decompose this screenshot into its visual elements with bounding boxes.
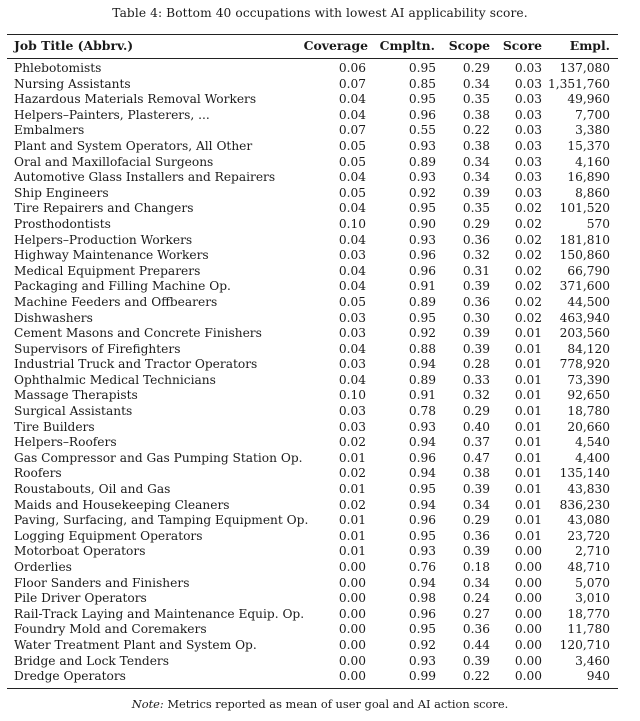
cell-coverage: 0.04 [338, 170, 366, 185]
cell-score: 0.00 [514, 591, 542, 606]
cell-coverage: 0.00 [338, 560, 366, 574]
cell-job-title: Embalmers [14, 123, 85, 138]
cell-job-title: Roofers [14, 466, 62, 481]
cell-score: 0.01 [514, 419, 542, 434]
cell-completion: 0.94 [408, 466, 436, 481]
table-row [0, 373, 640, 389]
cell-score: 0.01 [514, 435, 542, 450]
cell-employment: 463,940 [559, 310, 610, 325]
cell-scope: 0.39 [462, 653, 490, 668]
cell-scope: 0.22 [462, 669, 490, 684]
cell-coverage: 0.00 [338, 653, 366, 668]
cell-scope: 0.47 [462, 450, 490, 465]
cell-scope: 0.18 [462, 560, 490, 574]
cell-job-title: Phlebotomists [14, 61, 102, 75]
table-row [0, 466, 640, 482]
table-row [0, 451, 640, 467]
cell-score: 0.03 [514, 138, 542, 153]
cell-scope: 0.39 [462, 482, 490, 497]
cell-scope: 0.32 [462, 388, 490, 403]
cell-employment: 836,230 [559, 497, 610, 512]
cell-scope: 0.39 [462, 544, 490, 559]
cell-scope: 0.29 [462, 513, 490, 528]
cell-employment: 4,400 [575, 450, 610, 465]
cell-coverage: 0.04 [338, 232, 366, 247]
cell-coverage: 0.01 [338, 544, 366, 559]
cell-job-title: Helpers–Painters, Plasterers, ... [14, 107, 210, 122]
table-row [0, 576, 640, 592]
cell-employment: 44,500 [567, 294, 610, 309]
cell-score: 0.00 [514, 637, 542, 652]
cell-completion: 0.93 [408, 419, 436, 434]
table-row [0, 357, 640, 373]
cell-score: 0.01 [514, 404, 542, 419]
cell-coverage: 0.01 [338, 513, 366, 528]
cell-score: 0.00 [514, 622, 542, 637]
cell-coverage: 0.07 [338, 76, 366, 91]
cell-job-title: Bridge and Lock Tenders [14, 653, 170, 668]
table-row [0, 186, 640, 202]
cell-job-title: Helpers–Production Workers [14, 232, 193, 247]
cell-score: 0.03 [514, 107, 542, 122]
header-coverage: Coverage [303, 38, 368, 53]
table-row [0, 482, 640, 498]
cell-completion: 0.96 [408, 263, 436, 278]
cell-job-title: Dredge Operators [14, 669, 126, 684]
cell-job-title: Dishwashers [14, 310, 93, 325]
cell-completion: 0.94 [408, 575, 436, 590]
cell-completion: 0.91 [408, 388, 436, 403]
cell-scope: 0.22 [462, 123, 490, 138]
cell-completion: 0.93 [408, 170, 436, 185]
cell-completion: 0.99 [408, 669, 436, 684]
cell-completion: 0.94 [408, 357, 436, 372]
cell-scope: 0.35 [462, 92, 490, 107]
cell-scope: 0.36 [462, 232, 490, 247]
cell-employment: 203,560 [559, 326, 610, 341]
cell-coverage: 0.04 [338, 341, 366, 356]
table-row [0, 342, 640, 358]
cell-scope: 0.38 [462, 138, 490, 153]
cell-scope: 0.34 [462, 170, 490, 185]
cell-coverage: 0.03 [338, 326, 366, 341]
cell-completion: 0.90 [408, 216, 436, 231]
cell-job-title: Tire Builders [14, 419, 95, 434]
cell-coverage: 0.04 [338, 263, 366, 278]
table-row [0, 498, 640, 514]
cell-coverage: 0.04 [338, 372, 366, 387]
cell-score: 0.01 [514, 372, 542, 387]
cell-completion: 0.55 [408, 123, 436, 138]
cell-score: 0.01 [514, 528, 542, 543]
cell-employment: 43,830 [567, 482, 610, 497]
cell-employment: 49,960 [567, 92, 610, 107]
note-label: Note: [131, 697, 164, 711]
cell-job-title: Foundry Mold and Coremakers [14, 622, 207, 637]
cell-coverage: 0.10 [338, 388, 366, 403]
cell-scope: 0.37 [462, 435, 490, 450]
cell-coverage: 0.05 [338, 138, 366, 153]
cell-coverage: 0.02 [338, 497, 366, 512]
table-row [0, 123, 640, 139]
cell-job-title: Motorboat Operators [14, 544, 146, 559]
table-body [0, 61, 640, 685]
cell-employment: 16,890 [567, 170, 610, 185]
cell-job-title: Water Treatment Plant and System Op. [14, 637, 257, 652]
cell-completion: 0.96 [408, 107, 436, 122]
cell-scope: 0.27 [462, 606, 490, 621]
cell-completion: 0.94 [408, 435, 436, 450]
cell-scope: 0.39 [462, 341, 490, 356]
cell-employment: 92,650 [567, 388, 610, 403]
cell-employment: 8,860 [575, 185, 610, 200]
table-row [0, 388, 640, 404]
cell-job-title: Machine Feeders and Offbearers [14, 294, 218, 309]
cell-score: 0.02 [514, 216, 542, 231]
cell-coverage: 0.04 [338, 201, 366, 216]
cell-scope: 0.29 [462, 404, 490, 419]
cell-employment: 135,140 [559, 466, 610, 481]
cell-completion: 0.93 [408, 138, 436, 153]
cell-scope: 0.39 [462, 185, 490, 200]
table-row [0, 201, 640, 217]
cell-coverage: 0.02 [338, 435, 366, 450]
cell-completion: 0.91 [408, 279, 436, 294]
cell-completion: 0.89 [408, 372, 436, 387]
cell-job-title: Paving, Surfacing, and Tamping Equipment Op. [14, 513, 309, 528]
cell-score: 0.03 [514, 154, 542, 169]
cell-scope: 0.29 [462, 216, 490, 231]
cell-employment: 101,520 [559, 201, 610, 216]
cell-completion: 0.89 [408, 154, 436, 169]
table-row [0, 669, 640, 685]
cell-coverage: 0.10 [338, 216, 366, 231]
cell-scope: 0.34 [462, 154, 490, 169]
cell-completion: 0.96 [408, 513, 436, 528]
cell-employment: 18,770 [567, 606, 610, 621]
cell-job-title: Hazardous Materials Removal Workers [14, 92, 257, 107]
cell-scope: 0.24 [462, 591, 490, 606]
cell-coverage: 0.00 [338, 591, 366, 606]
cell-employment: 23,720 [567, 528, 610, 543]
cell-employment: 137,080 [559, 61, 610, 75]
cell-job-title: Maids and Housekeeping Cleaners [14, 497, 230, 512]
cell-job-title: Automotive Glass Installers and Repairers [14, 170, 276, 185]
cell-score: 0.03 [514, 123, 542, 138]
cell-job-title: Orderlies [14, 560, 72, 574]
table-row [0, 420, 640, 436]
table-row [0, 61, 640, 77]
cell-job-title: Pile Driver Operators [14, 591, 147, 606]
cell-coverage: 0.00 [338, 622, 366, 637]
cell-score: 0.02 [514, 201, 542, 216]
cell-coverage: 0.01 [338, 450, 366, 465]
cell-job-title: Nursing Assistants [14, 76, 131, 91]
cell-employment: 15,370 [567, 138, 610, 153]
cell-job-title: Rail-Track Laying and Maintenance Equip. Op. [14, 606, 305, 621]
cell-coverage: 0.03 [338, 419, 366, 434]
cell-employment: 7,700 [575, 107, 610, 122]
table-row [0, 233, 640, 249]
cell-job-title: Industrial Truck and Tractor Operators [14, 357, 258, 372]
table-row [0, 295, 640, 311]
table-row [0, 591, 640, 607]
cell-job-title: Ship Engineers [14, 185, 109, 200]
table-row [0, 529, 640, 545]
cell-employment: 48,710 [567, 560, 610, 574]
cell-score: 0.00 [514, 653, 542, 668]
table-note [0, 697, 640, 711]
header-job-title: Job Title (Abbrv.) [14, 38, 134, 53]
cell-scope: 0.36 [462, 528, 490, 543]
cell-scope: 0.30 [462, 310, 490, 325]
cell-completion: 0.89 [408, 294, 436, 309]
cell-scope: 0.33 [462, 372, 490, 387]
cell-employment: 2,710 [575, 544, 610, 559]
table-row [0, 248, 640, 264]
cell-score: 0.00 [514, 560, 542, 574]
table-row [0, 92, 640, 108]
cell-scope: 0.40 [462, 419, 490, 434]
cell-job-title: Plant and System Operators, All Other [14, 138, 253, 153]
cell-employment: 778,920 [559, 357, 610, 372]
table-row [0, 513, 640, 529]
cell-job-title: Helpers–Roofers [14, 435, 117, 450]
cell-coverage: 0.02 [338, 466, 366, 481]
cell-coverage: 0.00 [338, 637, 366, 652]
cell-completion: 0.96 [408, 606, 436, 621]
cell-coverage: 0.03 [338, 248, 366, 263]
table-row [0, 404, 640, 420]
header-completion: Cmpltn. [379, 38, 435, 53]
cell-employment: 18,780 [567, 404, 610, 419]
cell-coverage: 0.03 [338, 310, 366, 325]
cell-score: 0.03 [514, 61, 542, 75]
cell-job-title: Tire Repairers and Changers [14, 201, 194, 216]
table-row [0, 560, 640, 576]
cell-score: 0.02 [514, 248, 542, 263]
cell-employment: 570 [586, 216, 610, 231]
cell-score: 0.02 [514, 279, 542, 294]
cell-score: 0.02 [514, 263, 542, 278]
table-row [0, 279, 640, 295]
cell-completion: 0.92 [408, 637, 436, 652]
cell-job-title: Prosthodontists [14, 216, 111, 231]
cell-scope: 0.38 [462, 466, 490, 481]
cell-score: 0.02 [514, 232, 542, 247]
cell-score: 0.02 [514, 294, 542, 309]
cell-score: 0.01 [514, 357, 542, 372]
header-rule [7, 58, 618, 59]
cell-completion: 0.85 [408, 76, 436, 91]
cell-coverage: 0.07 [338, 123, 366, 138]
table-caption: Table 4: Bottom 40 occupations with lowest AI applicability score. [112, 6, 528, 20]
cell-scope: 0.34 [462, 497, 490, 512]
cell-job-title: Roustabouts, Oil and Gas [14, 482, 171, 497]
table-row [0, 139, 640, 155]
cell-score: 0.01 [514, 513, 542, 528]
cell-completion: 0.93 [408, 653, 436, 668]
cell-scope: 0.38 [462, 107, 490, 122]
cell-job-title: Highway Maintenance Workers [14, 248, 209, 263]
cell-scope: 0.44 [462, 637, 490, 652]
cell-coverage: 0.00 [338, 606, 366, 621]
cell-employment: 1,351,760 [547, 76, 610, 91]
table-row [0, 607, 640, 623]
top-rule [7, 34, 618, 35]
cell-completion: 0.96 [408, 248, 436, 263]
cell-coverage: 0.00 [338, 669, 366, 684]
cell-job-title: Gas Compressor and Gas Pumping Station Op. [14, 450, 303, 465]
cell-coverage: 0.04 [338, 92, 366, 107]
cell-scope: 0.39 [462, 326, 490, 341]
cell-coverage: 0.05 [338, 185, 366, 200]
table-row [0, 108, 640, 124]
header-scope: Scope [448, 38, 490, 53]
cell-employment: 84,120 [567, 341, 610, 356]
cell-scope: 0.31 [462, 263, 490, 278]
cell-completion: 0.92 [408, 185, 436, 200]
table-row [0, 217, 640, 233]
cell-job-title: Surgical Assistants [14, 404, 133, 419]
cell-completion: 0.98 [408, 591, 436, 606]
cell-employment: 20,660 [567, 419, 610, 434]
cell-completion: 0.95 [408, 622, 436, 637]
cell-employment: 371,600 [559, 279, 610, 294]
cell-job-title: Cement Masons and Concrete Finishers [14, 326, 262, 341]
cell-scope: 0.36 [462, 622, 490, 637]
cell-completion: 0.95 [408, 310, 436, 325]
cell-scope: 0.34 [462, 76, 490, 91]
cell-employment: 11,780 [567, 622, 610, 637]
header-score: Score [502, 38, 542, 53]
cell-score: 0.01 [514, 497, 542, 512]
cell-coverage: 0.03 [338, 357, 366, 372]
cell-employment: 120,710 [559, 637, 610, 652]
cell-coverage: 0.01 [338, 482, 366, 497]
cell-completion: 0.93 [408, 232, 436, 247]
cell-employment: 3,010 [575, 591, 610, 606]
cell-scope: 0.32 [462, 248, 490, 263]
cell-employment: 73,390 [567, 372, 610, 387]
table-row [0, 326, 640, 342]
cell-completion: 0.78 [408, 404, 436, 419]
cell-employment: 940 [586, 669, 610, 684]
cell-completion: 0.76 [408, 560, 436, 574]
cell-score: 0.00 [514, 606, 542, 621]
table-row [0, 638, 640, 654]
table-row [0, 544, 640, 560]
cell-job-title: Floor Sanders and Finishers [14, 575, 190, 590]
cell-score: 0.03 [514, 170, 542, 185]
cell-score: 0.01 [514, 341, 542, 356]
cell-score: 0.03 [514, 76, 542, 91]
cell-job-title: Ophthalmic Medical Technicians [14, 372, 216, 387]
cell-employment: 3,380 [575, 123, 610, 138]
cell-completion: 0.88 [408, 341, 436, 356]
cell-score: 0.01 [514, 388, 542, 403]
bottom-rule [7, 688, 618, 689]
cell-employment: 4,160 [575, 154, 610, 169]
cell-employment: 181,810 [559, 232, 610, 247]
cell-score: 0.00 [514, 669, 542, 684]
cell-job-title: Medical Equipment Preparers [14, 263, 201, 278]
cell-scope: 0.28 [462, 357, 490, 372]
cell-completion: 0.93 [408, 544, 436, 559]
cell-score: 0.02 [514, 310, 542, 325]
cell-employment: 43,080 [567, 513, 610, 528]
note-text: Metrics reported as mean of user goal and AI action score. [163, 697, 509, 711]
cell-scope: 0.29 [462, 61, 490, 75]
cell-scope: 0.39 [462, 279, 490, 294]
table-row [0, 170, 640, 186]
cell-completion: 0.95 [408, 201, 436, 216]
table-header [0, 38, 640, 56]
cell-coverage: 0.04 [338, 279, 366, 294]
cell-employment: 4,540 [575, 435, 610, 450]
cell-completion: 0.95 [408, 528, 436, 543]
cell-job-title: Logging Equipment Operators [14, 528, 203, 543]
cell-coverage: 0.05 [338, 294, 366, 309]
cell-coverage: 0.01 [338, 528, 366, 543]
cell-employment: 3,460 [575, 653, 610, 668]
cell-scope: 0.35 [462, 201, 490, 216]
cell-scope: 0.34 [462, 575, 490, 590]
cell-score: 0.01 [514, 326, 542, 341]
cell-coverage: 0.00 [338, 575, 366, 590]
cell-score: 0.01 [514, 466, 542, 481]
cell-job-title: Oral and Maxillofacial Surgeons [14, 154, 214, 169]
cell-employment: 150,860 [559, 248, 610, 263]
table-row [0, 264, 640, 280]
cell-completion: 0.95 [408, 61, 436, 75]
cell-score: 0.01 [514, 482, 542, 497]
table-row [0, 155, 640, 171]
cell-score: 0.00 [514, 575, 542, 590]
cell-completion: 0.95 [408, 482, 436, 497]
table-row [0, 311, 640, 327]
cell-scope: 0.36 [462, 294, 490, 309]
cell-employment: 5,070 [575, 575, 610, 590]
cell-score: 0.00 [514, 544, 542, 559]
cell-completion: 0.94 [408, 497, 436, 512]
cell-coverage: 0.06 [338, 61, 366, 75]
cell-employment: 66,790 [567, 263, 610, 278]
table-row [0, 654, 640, 670]
header-employment: Empl. [569, 38, 610, 53]
cell-score: 0.01 [514, 450, 542, 465]
table-row [0, 622, 640, 638]
cell-coverage: 0.03 [338, 404, 366, 419]
cell-coverage: 0.05 [338, 154, 366, 169]
cell-completion: 0.92 [408, 326, 436, 341]
table-row [0, 77, 640, 93]
table-row [0, 435, 640, 451]
cell-job-title: Massage Therapists [14, 388, 138, 403]
cell-score: 0.03 [514, 185, 542, 200]
cell-completion: 0.96 [408, 450, 436, 465]
cell-job-title: Packaging and Filling Machine Op. [14, 279, 231, 294]
cell-score: 0.03 [514, 92, 542, 107]
cell-coverage: 0.04 [338, 107, 366, 122]
cell-job-title: Supervisors of Firefighters [14, 341, 181, 356]
cell-completion: 0.95 [408, 92, 436, 107]
